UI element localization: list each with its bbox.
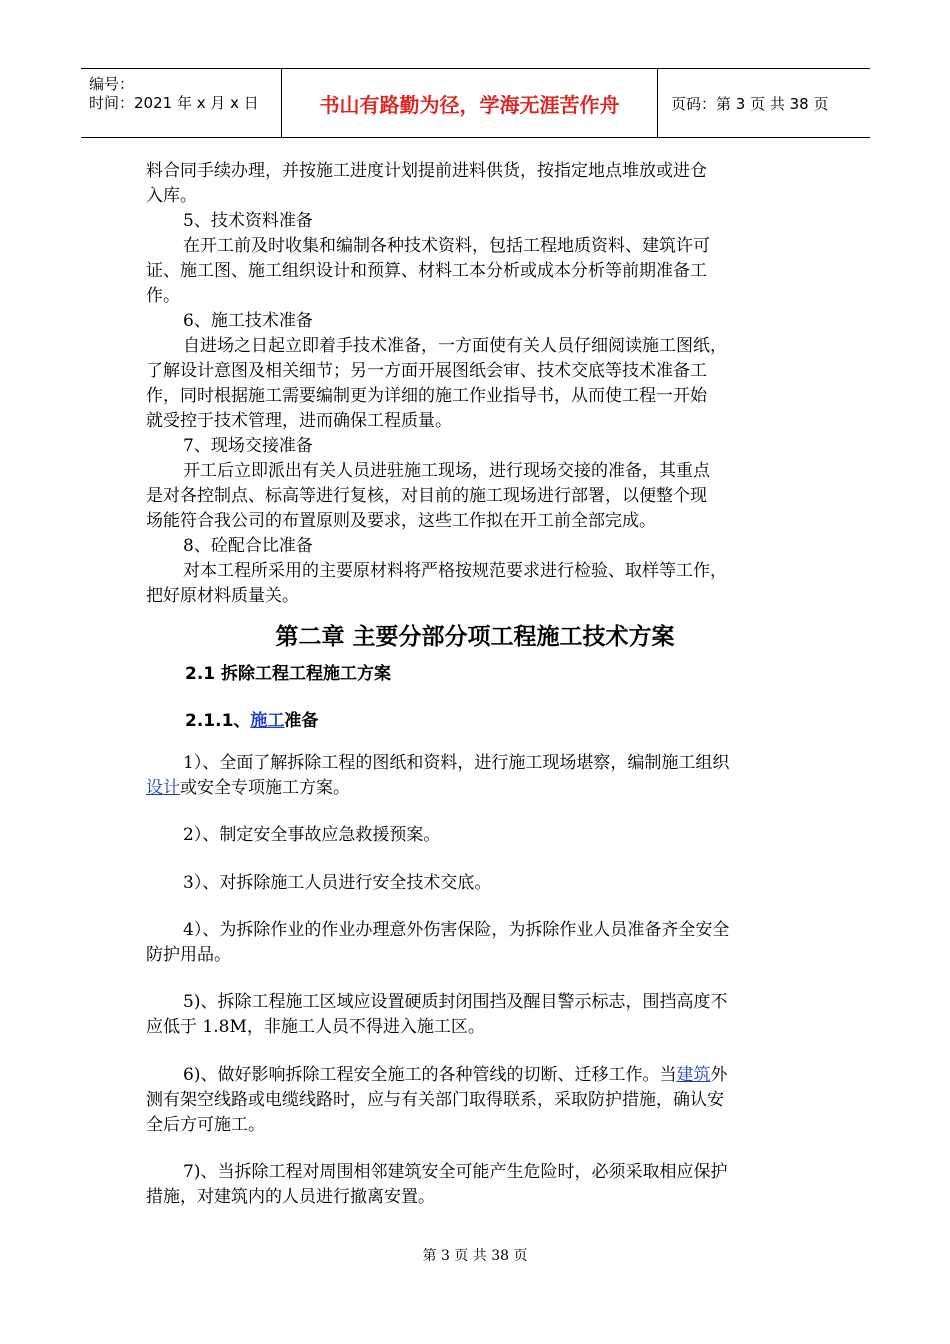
body-line: 在开工前及时收集和编制各种技术资料，包括工程地质资料、建筑许可 [183, 236, 710, 256]
section-title: 2.1 拆除工程工程施工方案 [185, 664, 392, 684]
header-page-text: 页码：第 3 页 共 38 页 [671, 94, 829, 113]
item-5-line: 应低于 1.8M，非施工人员不得进入施工区。 [146, 1017, 485, 1037]
chapter-title: 第二章 主要分部分项工程施工技术方案 [275, 624, 675, 650]
subsection-title [185, 706, 318, 731]
body-line: 开工后立即派出有关人员进驻施工现场，进行现场交接的准备，其重点 [183, 461, 710, 481]
body-line: 作。 [146, 286, 180, 306]
subsection-prefix: 2.1.1、 [185, 711, 251, 731]
body-line: 5、技术资料准备 [183, 211, 313, 231]
page-footer: 第 3 页 共 38 页 [422, 1248, 528, 1264]
item-1-line: 1）、全面了解拆除工程的图纸和资料，进行施工现场堪察，编制施工组织 [183, 753, 730, 773]
item-3-line: 3）、对拆除施工人员进行安全技术交底。 [183, 873, 492, 893]
item-6-line [183, 1065, 727, 1085]
item-5-line: 5)、拆除工程施工区域应设置硬质封闭围挡及醒目警示标志，围挡高度不 [183, 992, 728, 1012]
doc-code-label: 编号： [89, 75, 135, 93]
subsection-link[interactable]: 施工 [250, 711, 285, 731]
body-line: 自进场之日起立即着手技术准备，一方面使有关人员仔细阅读施工图纸， [183, 336, 727, 356]
header-meta-cell [81, 69, 282, 137]
body-line: 对本工程所采用的主要原材料将严格按规范要求进行检验、取样等工作， [183, 561, 727, 581]
body-line: 证、施工图、施工组织设计和预算、材料工本分析或成本分析等前期准备工 [146, 261, 707, 281]
header-page-label [665, 69, 870, 137]
item-7-line: 7)、当拆除工程对周围相邻建筑安全可能产生危险时，必须采取相应保护 [183, 1162, 728, 1182]
header-motto: 书山有路勤为径，学海无涯苦作舟 [282, 69, 658, 137]
item-7-line: 措施，对建筑内的人员进行撤离安置。 [146, 1187, 435, 1207]
item-2-line: 2）、制定安全事故应急救援预案。 [183, 825, 441, 845]
doc-time-label: 时间：2021 年 x 月 x 日 [89, 94, 259, 112]
body-line: 是对各控制点、标高等进行复核，对目前的施工现场进行部署，以便整个现 [146, 486, 707, 506]
body-line: 场能符合我公司的布置原则及要求，这些工作拟在开工前全部完成。 [146, 511, 656, 531]
item-4-line: 防护用品。 [146, 945, 231, 965]
body-line: 了解设计意图及相关细节；另一方面开展图纸会审、技术交底等技术准备工 [146, 361, 707, 381]
body-line: 料合同手续办理，并按施工进度计划提前进料供货，按指定地点堆放或进仓 [146, 161, 707, 181]
subsection-suffix: 准备 [284, 711, 319, 731]
body-line: 入库。 [146, 186, 197, 206]
item-1-line [146, 778, 350, 798]
building-link[interactable]: 建筑 [676, 1065, 711, 1085]
body-line: 7、现场交接准备 [183, 436, 313, 456]
body-line: 就受控于技术管理，进而确保工程质量。 [146, 411, 452, 431]
design-link[interactable]: 设计 [146, 778, 180, 798]
body-line: 把好原材料质量关。 [146, 586, 299, 606]
item-6-line: 全后方可施工。 [146, 1115, 265, 1135]
item-6-pre: 6)、做好影响拆除工程安全施工的各种管线的切断、迁移工作。当 [183, 1065, 677, 1085]
item-1-rest: 或安全专项施工方案。 [180, 778, 350, 798]
header-table [81, 68, 870, 138]
body-line: 6、施工技术准备 [183, 311, 313, 331]
body-line: 8、砼配合比准备 [183, 536, 313, 556]
item-6-post: 外 [710, 1065, 728, 1085]
item-6-line: 测有架空线路或电缆线路时，应与有关部门取得联系，采取防护措施，确认安 [146, 1090, 724, 1110]
body-line: 作，同时根据施工需要编制更为详细的施工作业指导书，从而使工程一开始 [146, 386, 707, 406]
item-4-line: 4）、为拆除作业的作业办理意外伤害保险，为拆除作业人员准备齐全安全 [183, 920, 730, 940]
